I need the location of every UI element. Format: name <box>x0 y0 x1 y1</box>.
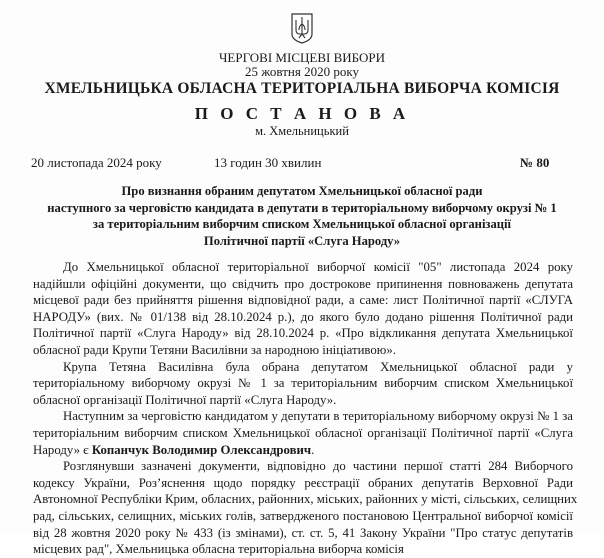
body-line: НАРОДУ» (вих. № 01/138 від 28.10.2024 р.), до якого було додано рішення Політичної ради <box>33 309 573 324</box>
tryzub-coat-of-arms-icon <box>290 12 314 44</box>
body-line: надійшли офіційні документи, що свідчить про дострокове припинення повноважень депутата <box>33 276 573 291</box>
body-line: До Хмельницької обласної територіальної виборчої комісії "05" листопада 2024 року <box>63 260 573 274</box>
resolution-body <box>33 259 578 558</box>
body-line: Наступним за черговістю кандидатом у депутати в територіальному виборчому окрузі № 1 за <box>63 409 573 424</box>
body-line: Крупа Тетяна Василівна була обрана депутатом Хмельницької обласної ради у <box>63 359 573 374</box>
body-line: місцевих рад", Хмельницька обласна територіальна виборча комісія <box>33 542 404 557</box>
subject-line: Про визнання обраним депутатом Хмельницької обласної ради <box>121 184 483 198</box>
body-line: Розглянувши зазначені документи, відповідно до частини першої статті 284 Виборчого <box>63 459 573 474</box>
city-name: м. Хмельницький <box>255 124 349 138</box>
elections-title: ЧЕРГОВІ МІСЦЕВІ ВИБОРИ <box>218 50 386 65</box>
candidate-name: Копанчук Володимир Олександрович <box>91 442 312 457</box>
body-paragraph <box>33 359 573 409</box>
body-line: Автономної Республіки Крим, обласних, районних, міських, районних у місті, сільських, селищних <box>33 492 578 507</box>
body-line: кодексу України, Роз’яснення щодо порядку реєстрації обраних депутатів Верховної Ради <box>33 475 573 490</box>
subject-line: наступного за черговістю кандидата в депутати в територіальному виборчому окрузі № 1 <box>47 200 557 215</box>
body-line <box>33 442 573 459</box>
elections-date: 25 жовтня 2020 року <box>245 64 359 79</box>
body-line: рад, сільських, селищних, міських голів, затвердженого постановою Центральної виборчої комісії <box>33 508 573 523</box>
subject-line: за територіальним виборчим списком Хмельницької обласної організації <box>92 217 512 231</box>
body-line: територіальним виборчим списком Хмельницької обласної організації Політичної партії «Слуга <box>33 425 573 440</box>
body-paragraph <box>33 458 578 558</box>
commission-name: ХМЕЛЬНИЦЬКА ОБЛАСНА ТЕРИТОРІАЛЬНА ВИБОРЧА КОМІСІЯ <box>44 80 560 97</box>
body-paragraph <box>33 408 573 458</box>
body-line: від 28 жовтня 2020 року № 433 (із змінами), ст. ст. 5, 41 Закону України "Про статус депутатів <box>33 525 573 540</box>
document-type-title: П О С Т А Н О В А <box>194 104 410 123</box>
resolution-date: 20 листопада 2024 року <box>31 155 162 170</box>
resolution-time: 13 годин 30 хвилин <box>214 155 322 170</box>
body-line: обласної ради Крупи Тетяни Василівни за народною ініціативою». <box>33 342 396 357</box>
body-line: обласної організації Політичної партії «Слуга Народу». <box>33 392 337 407</box>
resolution-number: № 80 <box>520 155 550 170</box>
body-line: територіальному виборчому окрузі № 1 за територіальним виборчим списком Хмельницької <box>33 376 573 391</box>
body-paragraph <box>33 259 573 359</box>
subject-line: Політичної партії «Слуга Народу» <box>203 233 401 248</box>
body-line: місцевої ради без прийняття рішення відповідної ради, а саме: лист Політичної партії «СЛУГА <box>33 293 573 308</box>
body-text-fragment: Народу» є <box>33 442 92 457</box>
body-line: Політичної партії «Слуга Народу» від 28.10.2024 р. «Про відкликання депутата Хмельницької <box>33 326 573 341</box>
body-text-fragment: . <box>311 442 315 457</box>
resolution-subject <box>0 183 604 249</box>
